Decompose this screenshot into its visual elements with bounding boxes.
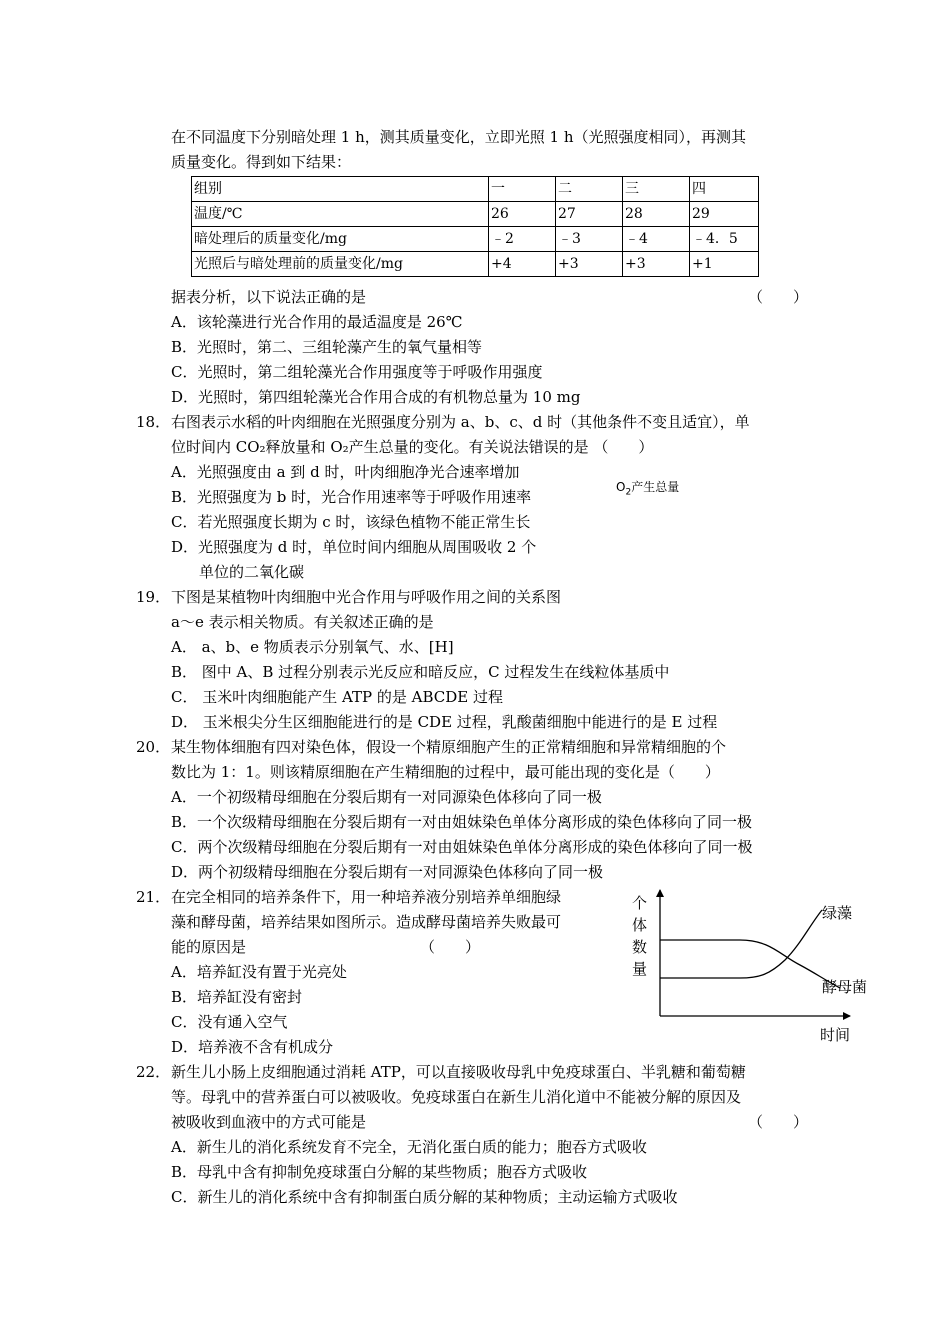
q19-option-c: C． 玉米叶肉细胞能产生 ATP 的是 ABCDE 过程	[171, 688, 504, 706]
results-table	[191, 176, 759, 277]
q21-option-a: A．培养缸没有置于光亮处	[171, 963, 347, 981]
q19-option-d: D． 玉米根尖分生区细胞能进行的是 CDE 过程，乳酸菌细胞中能进行的是 E 过程	[171, 713, 718, 731]
yeast-label: 酵母菌	[822, 978, 868, 996]
table-cell: 组别	[192, 177, 489, 202]
table-cell: ﹣4	[623, 227, 690, 252]
q18-option-d: D．光照强度为 d 时，单位时间内细胞从周围吸收 2 个	[171, 538, 537, 556]
q22-option-a: A．新生儿的消化系统发育不完全，无消化蛋白质的能力；胞吞方式吸收	[171, 1138, 647, 1156]
table-cell: +3	[556, 252, 623, 277]
q17-option-a: A．该轮藻进行光合作用的最适温度是 26℃	[171, 313, 463, 331]
intro-line-1: 在不同温度下分别暗处理 1 h，测其质量变化，立即光照 1 h（光照强度相同），再测其	[171, 128, 746, 146]
table-cell: 一	[489, 177, 556, 202]
o2-production-label	[616, 478, 679, 497]
q17-option-c: C．光照时，第二组轮藻光合作用强度等于呼吸作用强度	[171, 363, 543, 381]
o2-subscript: 2	[625, 487, 632, 498]
q19-number: 19．	[136, 588, 171, 606]
algae-curve	[660, 910, 822, 978]
q18-option-d-continued: 单位的二氧化碳	[199, 563, 305, 581]
q21-number: 21．	[136, 888, 171, 906]
table-cell: 暗处理后的质量变化/mg	[192, 227, 489, 252]
q18-option-a: A．光照强度由 a 到 d 时，叶肉细胞净光合速率增加	[171, 463, 520, 481]
q19-option-b: B． 图中 A、B 过程分别表示光反应和暗反应，C 过程发生在线粒体基质中	[171, 663, 670, 681]
intro-line-2: 质量变化。得到如下结果：	[171, 153, 352, 171]
o2-prefix: O	[616, 480, 626, 494]
q22-option-b: B．母乳中含有抑制免疫球蛋白分解的某些物质；胞吞方式吸收	[171, 1163, 588, 1181]
q20-line-1: 某生物体细胞有四对染色体，假设一个精原细胞产生的正常精细胞和异常精细胞的个	[171, 738, 727, 756]
q17-answer-paren: （ ）	[748, 288, 809, 306]
table-cell: +3	[623, 252, 690, 277]
q22-number: 22．	[136, 1063, 171, 1081]
table-cell: ﹣3	[556, 227, 623, 252]
table-row	[192, 227, 759, 252]
table-cell: 27	[556, 202, 623, 227]
y-label-char: 个	[632, 894, 648, 912]
q22-line-1: 新生儿小肠上皮细胞通过消耗 ATP，可以直接吸收母乳中免疫球蛋白、半乳糖和葡萄糖	[171, 1063, 746, 1081]
table-cell: +1	[690, 252, 759, 277]
q21-option-d: D．培养液不含有机成分	[171, 1038, 334, 1056]
q18-line-1: 右图表示水稻的叶肉细胞在光照强度分别为 a、b、c、d 时（其他条件不变且适宜），单	[171, 413, 750, 431]
o2-label-text: 产生总量	[631, 480, 680, 494]
q22-line-2: 等。母乳中的营养蛋白可以被吸收。免疫球蛋白在新生儿消化道中不能被分解的原因及	[171, 1088, 742, 1106]
q18-number: 18．	[136, 413, 171, 431]
q21-option-c: C．没有通入空气	[171, 1013, 288, 1031]
table-cell: +4	[489, 252, 556, 277]
q21-option-b: B．培养缸没有密封	[171, 988, 303, 1006]
x-axis-label: 时间	[820, 1026, 851, 1044]
q17-option-d: D．光照时，第四组轮藻光合作用合成的有机物总量为 10 mg	[171, 388, 581, 406]
y-label-char: 体	[632, 916, 648, 934]
table-cell: ﹣4．5	[690, 227, 759, 252]
table-row	[192, 252, 759, 277]
table-cell: 29	[690, 202, 759, 227]
table-cell: ﹣2	[489, 227, 556, 252]
table-cell: 二	[556, 177, 623, 202]
q20-number: 20．	[136, 738, 171, 756]
table-cell: 28	[623, 202, 690, 227]
q20-option-a: A．一个初级精母细胞在分裂后期有一对同源染色体移向了同一极	[171, 788, 602, 806]
table-row	[192, 177, 759, 202]
growth-graph	[600, 880, 890, 1045]
yeast-curve	[660, 940, 840, 988]
q21-line-2: 藻和酵母菌，培养结果如图所示。造成酵母菌培养失败最可	[171, 913, 562, 931]
q17-stem: 据表分析，以下说法正确的是	[171, 288, 367, 306]
y-label-char: 数	[632, 938, 648, 956]
q20-option-b: B．一个次级精母细胞在分裂后期有一对由姐妹染色单体分离形成的染色体移向了同一极	[171, 813, 753, 831]
q18-option-b: B．光照强度为 b 时，光合作用速率等于呼吸作用速率	[171, 488, 532, 506]
q19-option-a: A． a、b、e 物质表示分别氧气、水、[H]	[171, 638, 454, 656]
table-cell: 三	[623, 177, 690, 202]
q20-option-c: C．两个次级精母细胞在分裂后期有一对由姐妹染色单体分离形成的染色体移向了同一极	[171, 838, 753, 856]
table-cell: 温度/℃	[192, 202, 489, 227]
q22-answer-paren: （ ）	[748, 1113, 809, 1131]
q21-line-3: 能的原因是	[171, 938, 247, 956]
q22-option-c: C．新生儿的消化系统中含有抑制蛋白质分解的某种物质；主动运输方式吸收	[171, 1188, 678, 1206]
table-cell: 光照后与暗处理前的质量变化/mg	[192, 252, 489, 277]
table-cell: 26	[489, 202, 556, 227]
algae-label: 绿藻	[822, 904, 853, 922]
q18-line-2: 位时间内 CO₂释放量和 O₂产生总量的变化。有关说法错误的是 （ ）	[171, 438, 654, 456]
y-label-char: 量	[632, 960, 648, 978]
q20-option-d: D．两个初级精母细胞在分裂后期有一对同源染色体移向了同一极	[171, 863, 604, 881]
table-cell: 四	[690, 177, 759, 202]
table-row	[192, 202, 759, 227]
q21-answer-paren: （ ）	[420, 938, 481, 956]
q19-line-2: a～e 表示相关物质。有关叙述正确的是	[171, 613, 434, 631]
q20-line-2: 数比为 1：1。则该精原细胞在产生精细胞的过程中，最可能出现的变化是（ ）	[171, 763, 720, 781]
q22-line-3: 被吸收到血液中的方式可能是	[171, 1113, 367, 1131]
q17-option-b: B．光照时，第二、三组轮藻产生的氧气量相等	[171, 338, 483, 356]
q21-line-1: 在完全相同的培养条件下，用一种培养液分别培养单细胞绿	[171, 888, 562, 906]
q19-line-1: 下图是某植物叶肉细胞中光合作用与呼吸作用之间的关系图	[171, 588, 562, 606]
q18-option-c: C．若光照强度长期为 c 时，该绿色植物不能正常生长	[171, 513, 531, 531]
